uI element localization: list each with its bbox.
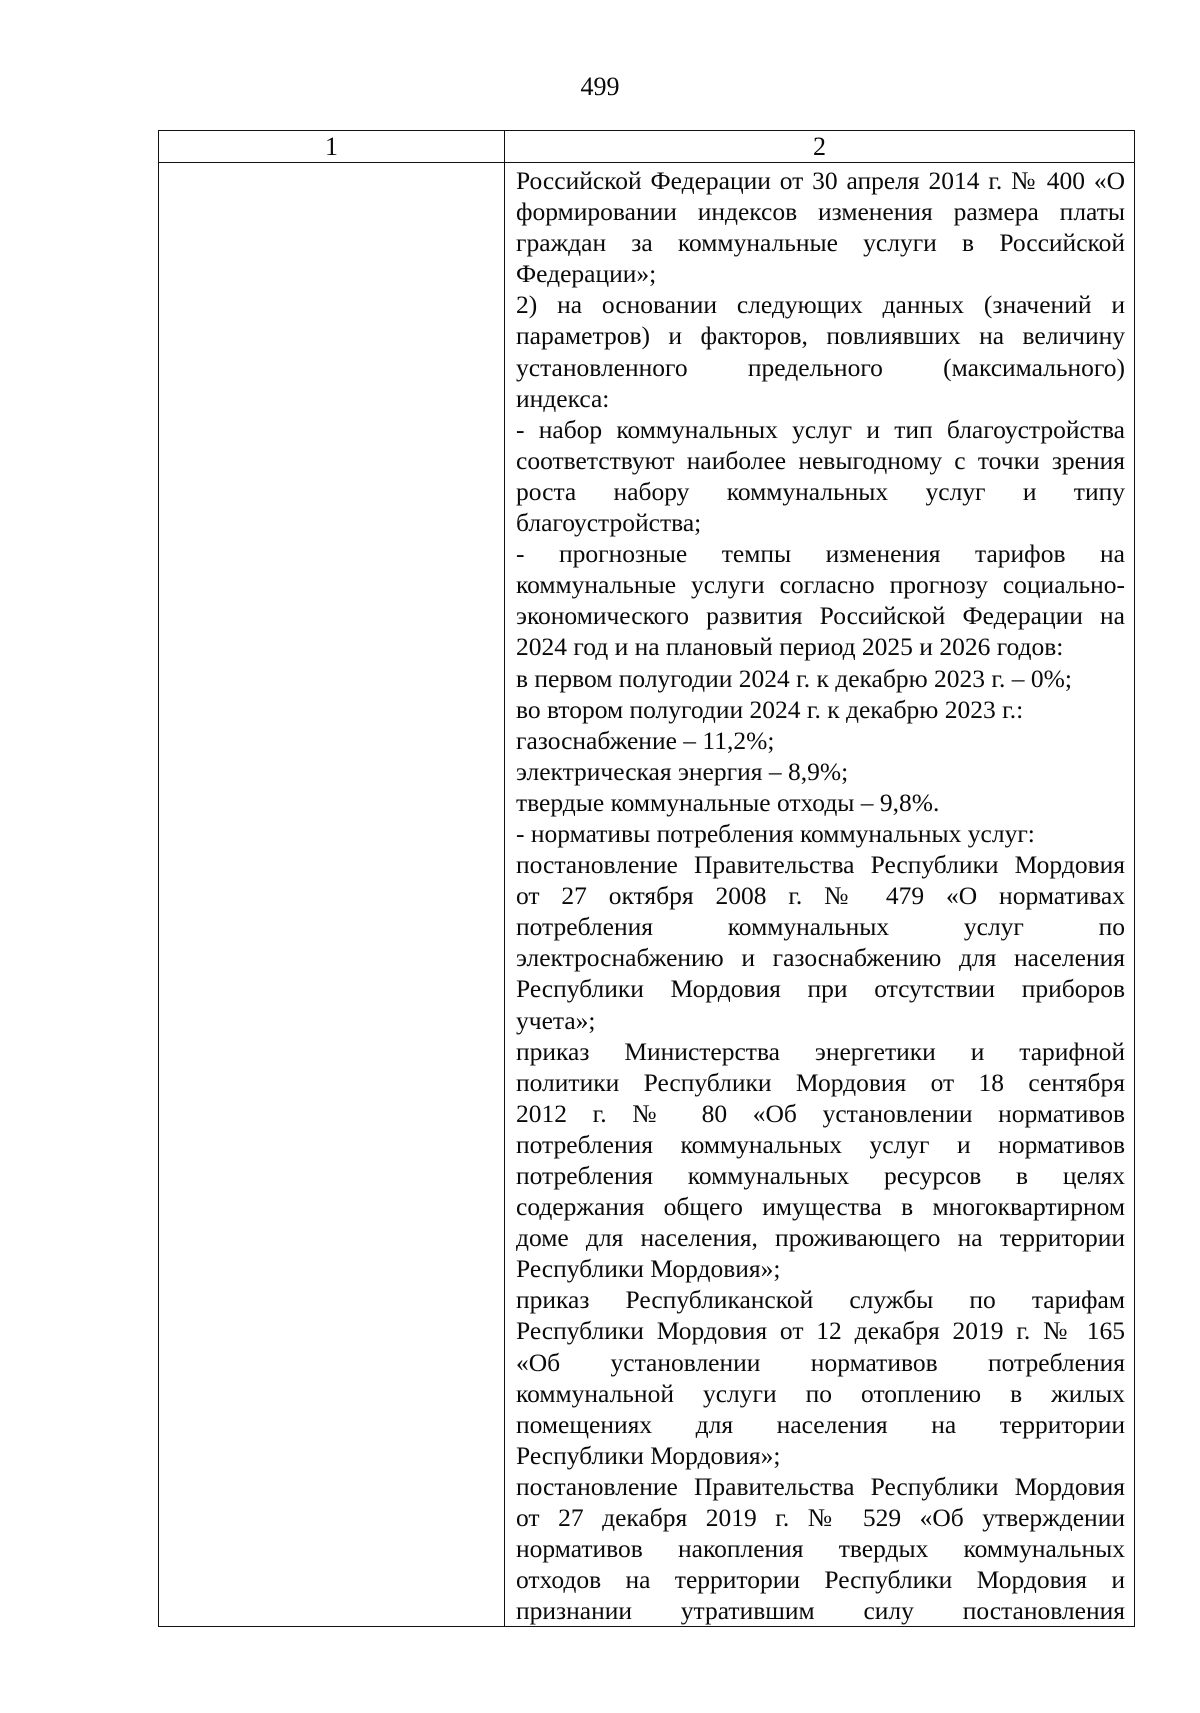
text-line: «Об установлении нормативов потребления — [516, 1347, 1125, 1377]
text-line: электрическая энергия – 8,9%; — [516, 756, 849, 786]
text-line: во втором полугодии 2024 г. к декабрю 2023 г.: — [516, 694, 1024, 724]
text-line: потребления коммунальных услуг по — [516, 912, 1125, 942]
text-line: индекса: — [516, 383, 610, 413]
text-line: в первом полугодии 2024 г. к декабрю 2023 г. – 0%; — [516, 663, 1072, 693]
text-line: учета»; — [516, 1005, 596, 1035]
text-line: параметров) и факторов, повлиявших на величину — [516, 321, 1125, 351]
page-number: 499 — [580, 72, 620, 101]
text-line: Республики Мордовия от 12 декабря 2019 г. № 165 — [516, 1316, 1125, 1346]
text-line: газоснабжение – 11,2%; — [516, 725, 775, 755]
text-line: 2024 год и на плановый период 2025 и 2026 годов: — [516, 632, 1064, 662]
text-line: доме для населения, проживающего на территории — [516, 1223, 1125, 1253]
column-header-2: 2 — [505, 131, 1135, 163]
text-line: - прогнозные темпы изменения тарифов на — [516, 539, 1125, 569]
text-line: установленного предельного (максимального) — [516, 352, 1125, 382]
text-line: Федерации»; — [516, 259, 657, 289]
text-line: - набор коммунальных услуг и тип благоустройства — [516, 414, 1125, 444]
text-line: коммунальные услуги согласно прогнозу социально- — [516, 570, 1125, 600]
text-line: электроснабжению и газоснабжению для населения — [516, 943, 1125, 973]
column-1-cell — [159, 163, 505, 1627]
text-line: Республики Мордовия»; — [516, 1254, 781, 1284]
text-line: постановление Правительства Республики Мордовия — [516, 850, 1125, 880]
table-row — [159, 163, 1135, 1627]
text-line: содержания общего имущества в многоквартирном — [516, 1192, 1125, 1222]
text-line: роста набору коммунальных услуг и типу — [516, 476, 1125, 506]
text-line: приказ Республиканской службы по тарифам — [516, 1285, 1125, 1315]
text-line: постановление Правительства Республики Мордовия — [516, 1471, 1125, 1501]
column-2-cell — [505, 163, 1135, 1627]
column-header-1: 1 — [159, 131, 505, 163]
text-line: приказ Министерства энергетики и тарифной — [516, 1036, 1125, 1066]
text-line: 2) на основании следующих данных (значений и — [516, 290, 1125, 320]
text-line: политики Республики Мордовия от 18 сентября — [516, 1067, 1125, 1097]
text-line: - нормативы потребления коммунальных услуг: — [516, 818, 1035, 848]
text-line: нормативов накопления твердых коммунальных — [516, 1534, 1125, 1564]
text-line: от 27 декабря 2019 г. № 529 «Об утверждении — [516, 1503, 1125, 1533]
text-line: Республики Мордовия»; — [516, 1440, 781, 1470]
table-header-row — [159, 131, 1135, 163]
text-line: потребления коммунальных услуг и нормативов — [516, 1129, 1125, 1159]
text-line: Российской Федерации от 30 апреля 2014 г. № 400 «О — [516, 166, 1125, 195]
text-line: 2012 г. № 80 «Об установлении нормативов — [516, 1098, 1125, 1128]
text-line: помещениях для населения на территории — [516, 1409, 1125, 1439]
text-line: коммунальной услуги по отоплению в жилых — [516, 1378, 1125, 1408]
document-table — [158, 130, 1135, 1627]
text-line: твердые коммунальные отходы – 9,8%. — [516, 787, 940, 817]
text-line: от 27 октября 2008 г. № 479 «О нормативах — [516, 881, 1125, 911]
text-line: формировании индексов изменения размера платы — [516, 197, 1125, 227]
text-line: граждан за коммунальные услуги в Российской — [516, 228, 1125, 258]
text-line: экономического развития Российской Федерации на — [516, 601, 1125, 631]
column-2-text — [516, 165, 1125, 1626]
text-line: потребления коммунальных ресурсов в целях — [516, 1161, 1125, 1190]
text-line: отходов на территории Республики Мордовия и — [516, 1565, 1125, 1595]
text-line: Республики Мордовия при отсутствии приборов — [516, 974, 1125, 1004]
text-line: благоустройства; — [516, 508, 702, 538]
text-line: признании утратившим силу постановления — [516, 1596, 1125, 1626]
text-line: соответствуют наиболее невыгодному с точки зрения — [516, 445, 1125, 475]
